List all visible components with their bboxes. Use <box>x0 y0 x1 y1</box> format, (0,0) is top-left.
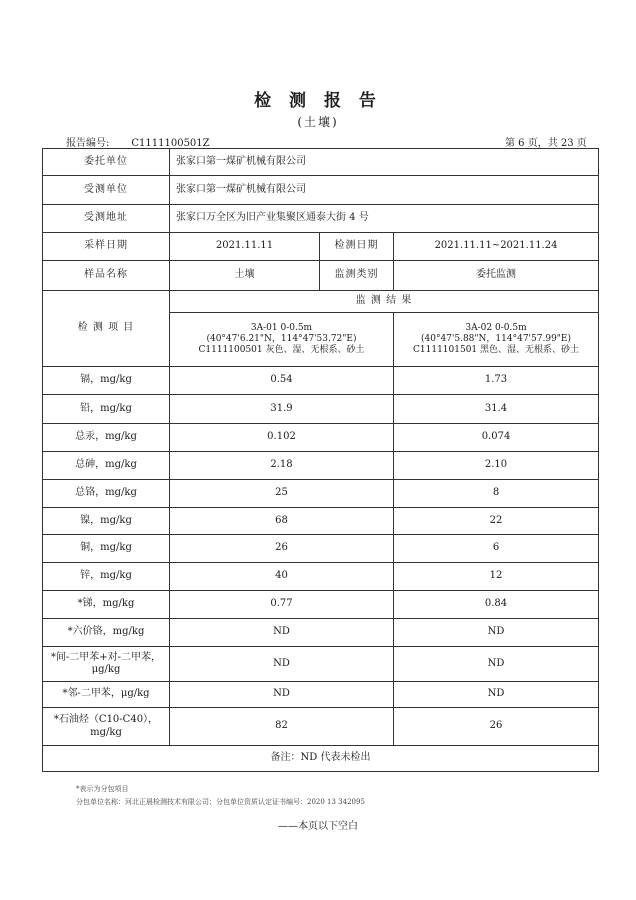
client-value: 张家口第一煤矿机械有限公司 <box>170 149 599 176</box>
petro-value1-cell: 82 <box>170 708 394 746</box>
value1-cell: 2.18 <box>170 452 394 480</box>
value2-cell: 8 <box>394 480 599 508</box>
footnote-subcontractor: 分包单位名称：河北正晨检测技术有限公司；分包单位资质认定证书编号：2020 13 342095 <box>76 798 365 806</box>
test-date-value: 2021.11.11~2021.11.24 <box>394 233 599 261</box>
page-info: 第 6 页，共 23 页 <box>505 138 587 149</box>
item-header: 检 测 项 目 <box>43 291 170 367</box>
row-sample <box>43 261 599 291</box>
value2-cell: 31.4 <box>394 395 599 424</box>
address-value: 张家口万全区为旧产业集聚区通泰大街 4 号 <box>170 205 599 233</box>
table-row <box>43 424 599 452</box>
value2-cell: ND <box>394 647 599 682</box>
report-table <box>42 148 599 772</box>
report-number-label: 报告编号: <box>66 138 110 149</box>
client-label: 委托单位 <box>43 149 170 176</box>
value2-cell: 0.074 <box>394 424 599 452</box>
footnote-subcontract: *表示为分包项目 <box>76 785 129 793</box>
sample2-desc: C1111101501 黑色、湿、无根系、砂土 <box>413 345 580 356</box>
table-row <box>43 563 599 591</box>
report-title: 检 测 报 告 <box>254 91 382 111</box>
table-row <box>43 619 599 647</box>
item-cell: *六价铬，mg/kg <box>43 619 170 647</box>
remark-row <box>43 746 599 772</box>
row-address <box>43 205 599 233</box>
test-type-label: 监测类别 <box>320 261 394 291</box>
value1-cell: 68 <box>170 508 394 535</box>
sampling-date-value: 2021.11.11 <box>170 233 320 261</box>
table-row <box>43 708 599 746</box>
sample2-coords: (40°47'5.88"N，114°47'57.99"E) <box>420 333 572 344</box>
table-row <box>43 535 599 563</box>
value1-cell: 40 <box>170 563 394 591</box>
item-cell: 铅，mg/kg <box>43 395 170 424</box>
petro-value2-cell: 26 <box>394 708 599 746</box>
remark: 备注：ND 代表未检出 <box>43 746 599 772</box>
end-of-page-note: ——本页以下空白 <box>278 821 358 832</box>
row-result-header <box>43 291 599 313</box>
value1-cell: 31.9 <box>170 395 394 424</box>
sample2-description <box>394 313 599 367</box>
value1-cell: 25 <box>170 480 394 508</box>
report-subtitle: (土壤) <box>297 115 339 129</box>
inspected-label: 受测单位 <box>43 176 170 205</box>
sample1-coords: (40°47'6.21"N，114°47'53.72"E) <box>206 333 357 344</box>
result-header: 监 测 结 果 <box>170 291 599 313</box>
table-row <box>43 591 599 619</box>
petro-item-cell: *石油烃（C10-C40），mg/kg <box>43 708 170 746</box>
value1-cell: ND <box>170 647 394 682</box>
item-cell: 镍，mg/kg <box>43 508 170 535</box>
sample-name-value: 土壤 <box>170 261 320 291</box>
value1-cell: ND <box>170 619 394 647</box>
value2-cell: 22 <box>394 508 599 535</box>
report-number-value: C1111100501Z <box>131 138 210 149</box>
row-dates <box>43 233 599 261</box>
value1-cell: ND <box>170 682 394 708</box>
item-cell: 总汞，mg/kg <box>43 424 170 452</box>
table-row <box>43 647 599 682</box>
value2-cell: ND <box>394 619 599 647</box>
report-number <box>66 134 210 149</box>
test-type-value: 委托监测 <box>394 261 599 291</box>
sample1-description <box>170 313 394 367</box>
address-label: 受测地址 <box>43 205 170 233</box>
value2-cell: 6 <box>394 535 599 563</box>
item-cell: 总铬，mg/kg <box>43 480 170 508</box>
table-row <box>43 452 599 480</box>
value1-cell: 0.54 <box>170 367 394 395</box>
item-cell: *锑，mg/kg <box>43 591 170 619</box>
sample2-id: 3A-02 0-0.5m <box>465 322 527 333</box>
value1-cell: 26 <box>170 535 394 563</box>
sample1-desc: C1111100501 灰色、湿、无根系、砂土 <box>198 345 365 356</box>
item-cell: 总砷，mg/kg <box>43 452 170 480</box>
value1-cell: 0.102 <box>170 424 394 452</box>
table-row <box>43 480 599 508</box>
table-row <box>43 367 599 395</box>
value2-cell: 0.84 <box>394 591 599 619</box>
item-cell: *邻-二甲苯，μg/kg <box>43 682 170 708</box>
table-row <box>43 395 599 424</box>
value2-cell: 2.10 <box>394 452 599 480</box>
table-row <box>43 508 599 535</box>
row-inspected <box>43 176 599 205</box>
sampling-date-label: 采样日期 <box>43 233 170 261</box>
item-cell: 锌，mg/kg <box>43 563 170 591</box>
sample-name-label: 样品名称 <box>43 261 170 291</box>
sample1-id: 3A-01 0-0.5m <box>250 322 313 333</box>
value2-cell: 12 <box>394 563 599 591</box>
item-cell: 铜，mg/kg <box>43 535 170 563</box>
inspected-value: 张家口第一煤矿机械有限公司 <box>170 176 599 205</box>
table-row <box>43 682 599 708</box>
item-cell: *间-二甲苯+对-二甲苯，μg/kg <box>43 647 170 682</box>
item-cell: 镉，mg/kg <box>43 367 170 395</box>
test-date-label: 检测日期 <box>320 233 394 261</box>
row-client <box>43 149 599 176</box>
value2-cell: ND <box>394 682 599 708</box>
value1-cell: 0.77 <box>170 591 394 619</box>
value2-cell: 1.73 <box>394 367 599 395</box>
